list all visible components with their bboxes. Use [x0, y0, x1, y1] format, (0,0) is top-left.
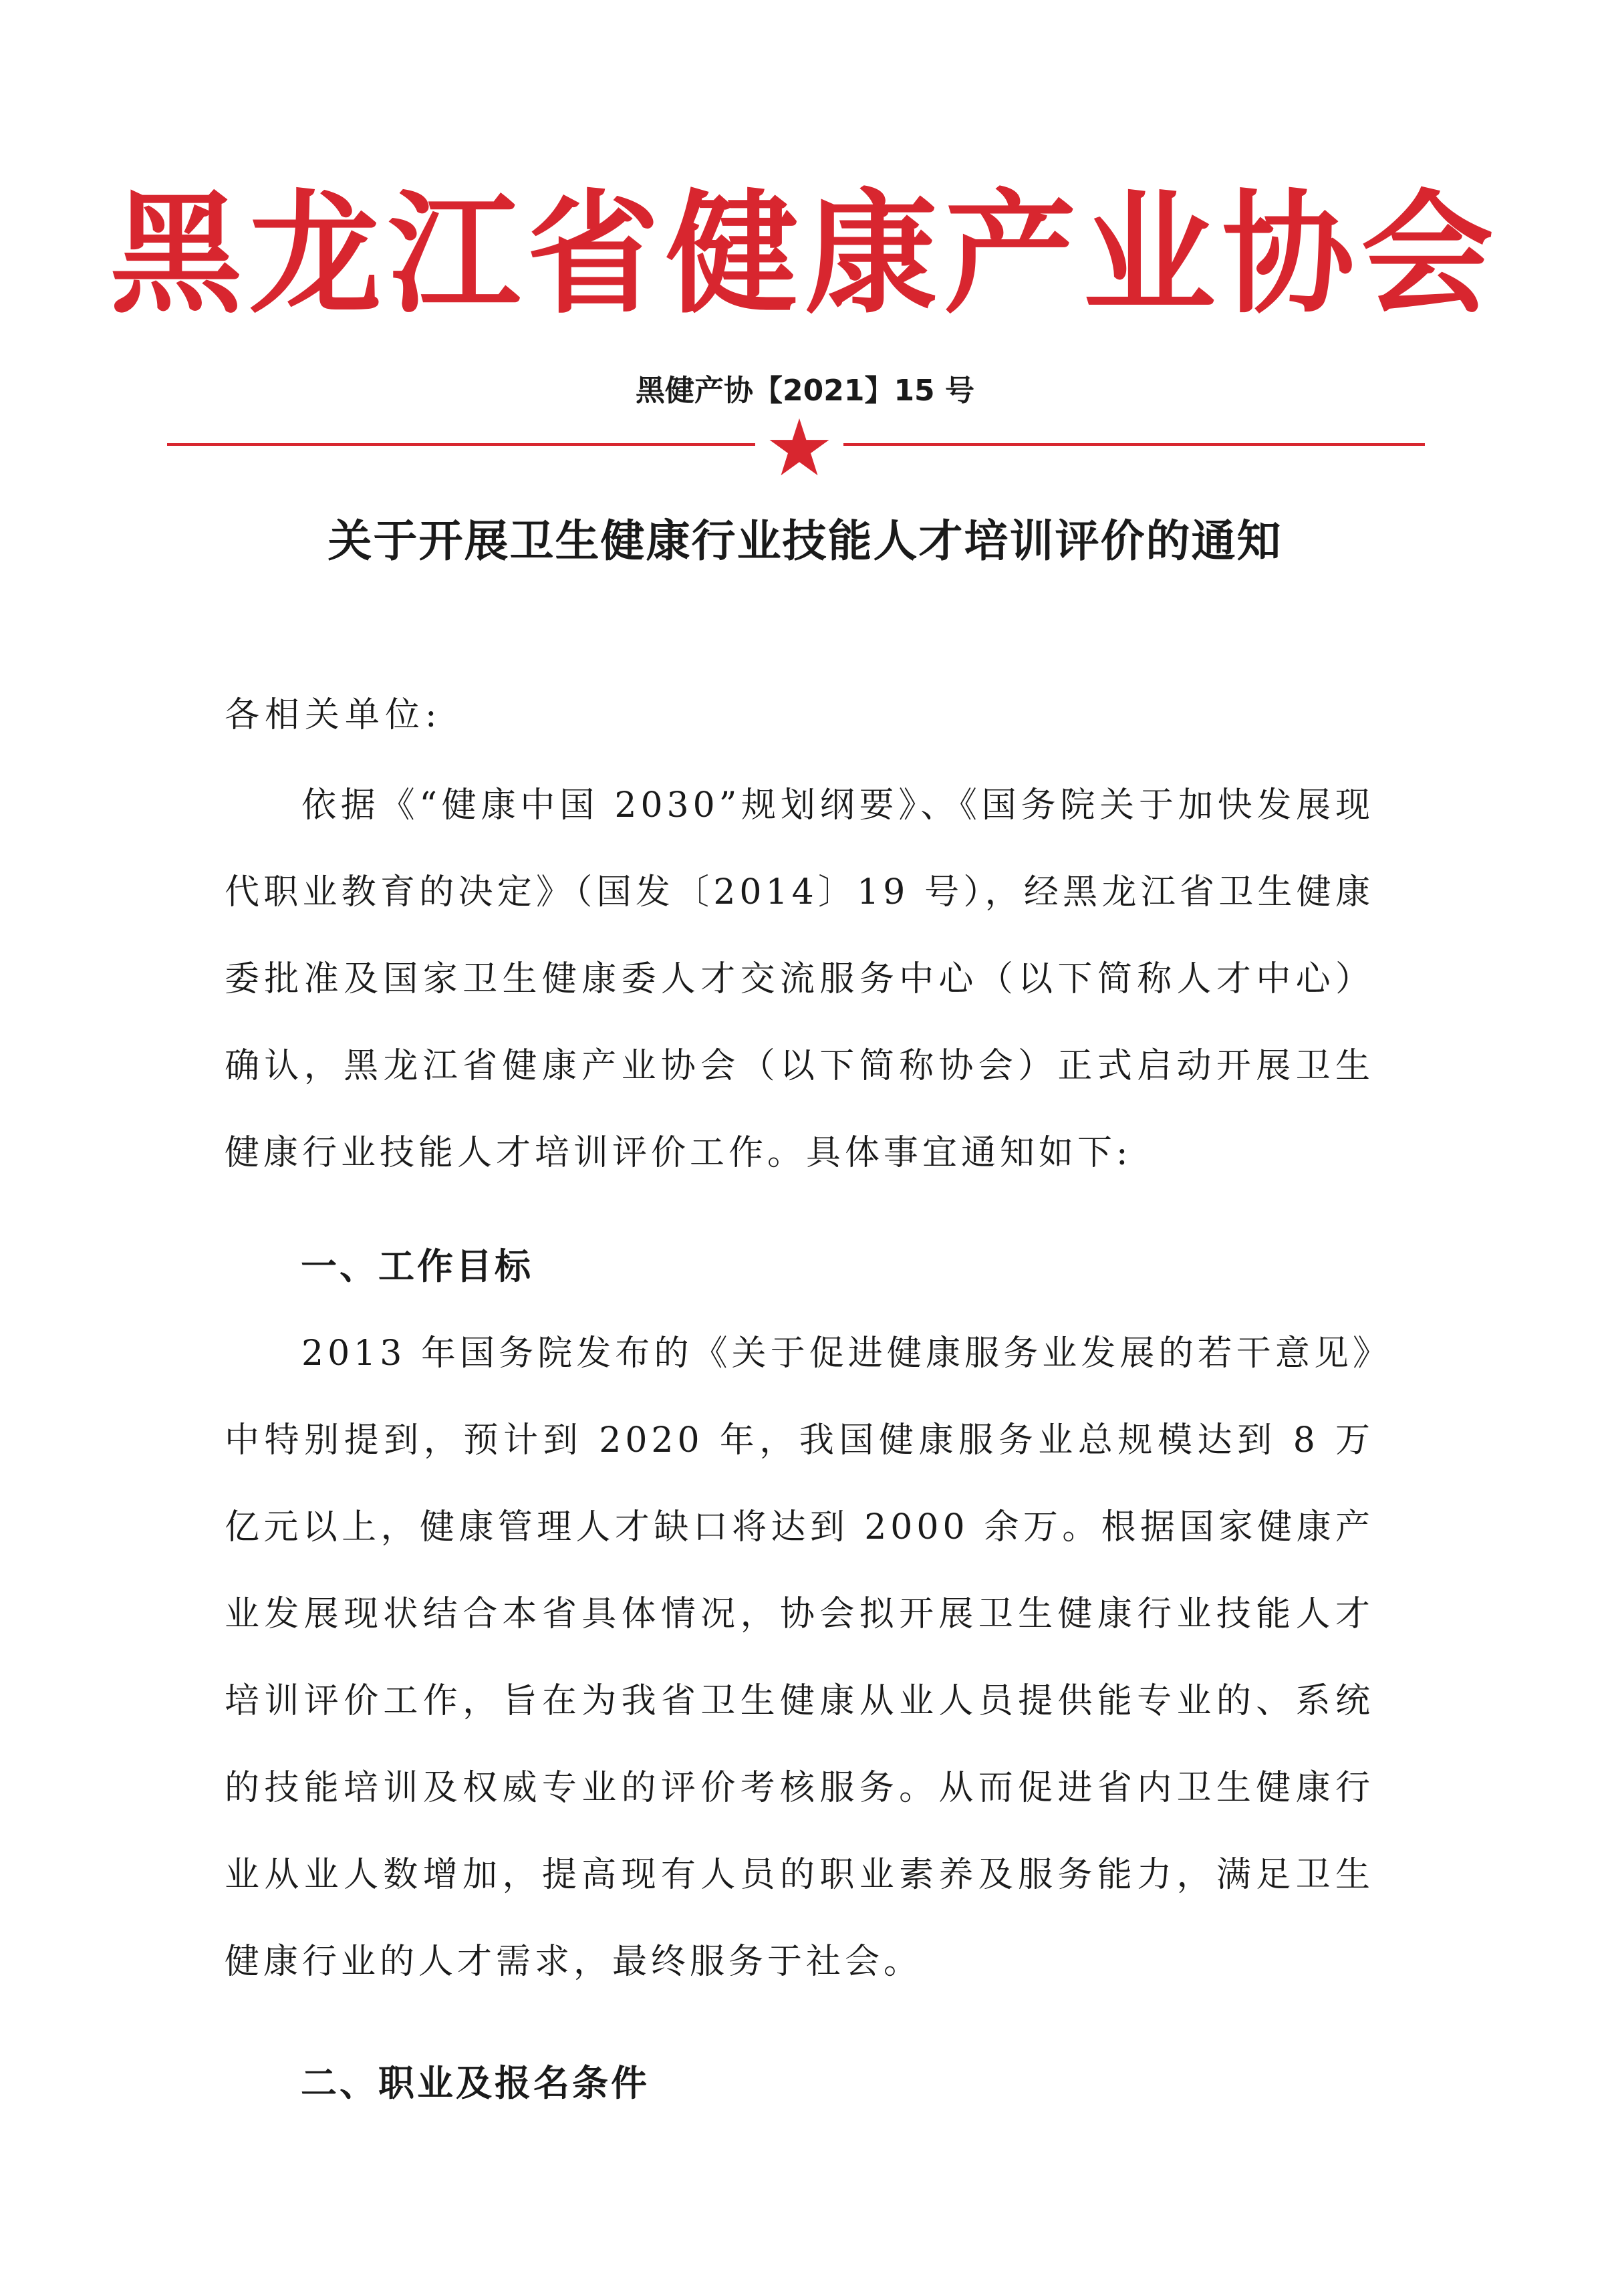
organization-letterhead: 黑龙江省健康产业协会	[110, 176, 1500, 332]
section-heading-registration: 二、职业及报名条件	[301, 2062, 650, 2104]
salutation: 各相关单位:	[225, 695, 442, 735]
document-title: 关于开展卫生健康行业技能人才培训评价的通知	[327, 515, 1283, 567]
body-paragraph-goals: 2013 年国务院发布的《关于促进健康服务业发展的若干意见》中特别提到，预计到 2020 年，我国健康服务业总规模达到 8 万亿元以上，健康管理人才缺口将达到 2000 余万。根据国家健康产业发展现状结合本省具体情况，协会拟开展卫生健康行业技能人才培训评价工作，旨在为我省卫生健康从业人员提供能专业的、系统的技能培训及权威专业的评价考核服务。从而促进省内卫生健康行业从业人数增加，提高现有人员的职业素养及服务能力，满足卫生健康行业的人才需求，最终服务于社会。	[225, 1333, 1374, 1982]
document-number: 黑健产协【2021】15 号	[635, 374, 974, 408]
letterhead-divider-right	[843, 443, 1425, 446]
star-icon	[767, 417, 831, 477]
body-paragraph-intro: 依据《“健康中国 2030”规划纲要》、《国务院关于加快发展现代职业教育的决定》（国发〔2014〕19 号），经黑龙江省卫生健康委批准及国家卫生健康委人才交流服务中心（以下简称人才中心）确认，黑龙江省健康产业协会（以下简称协会）正式启动开展卫生健康行业技能人才培训评价工作。具体事宜通知如下:	[225, 785, 1374, 1173]
letterhead-divider-left	[167, 443, 755, 446]
section-heading-work-goals: 一、工作目标	[301, 1245, 533, 1287]
